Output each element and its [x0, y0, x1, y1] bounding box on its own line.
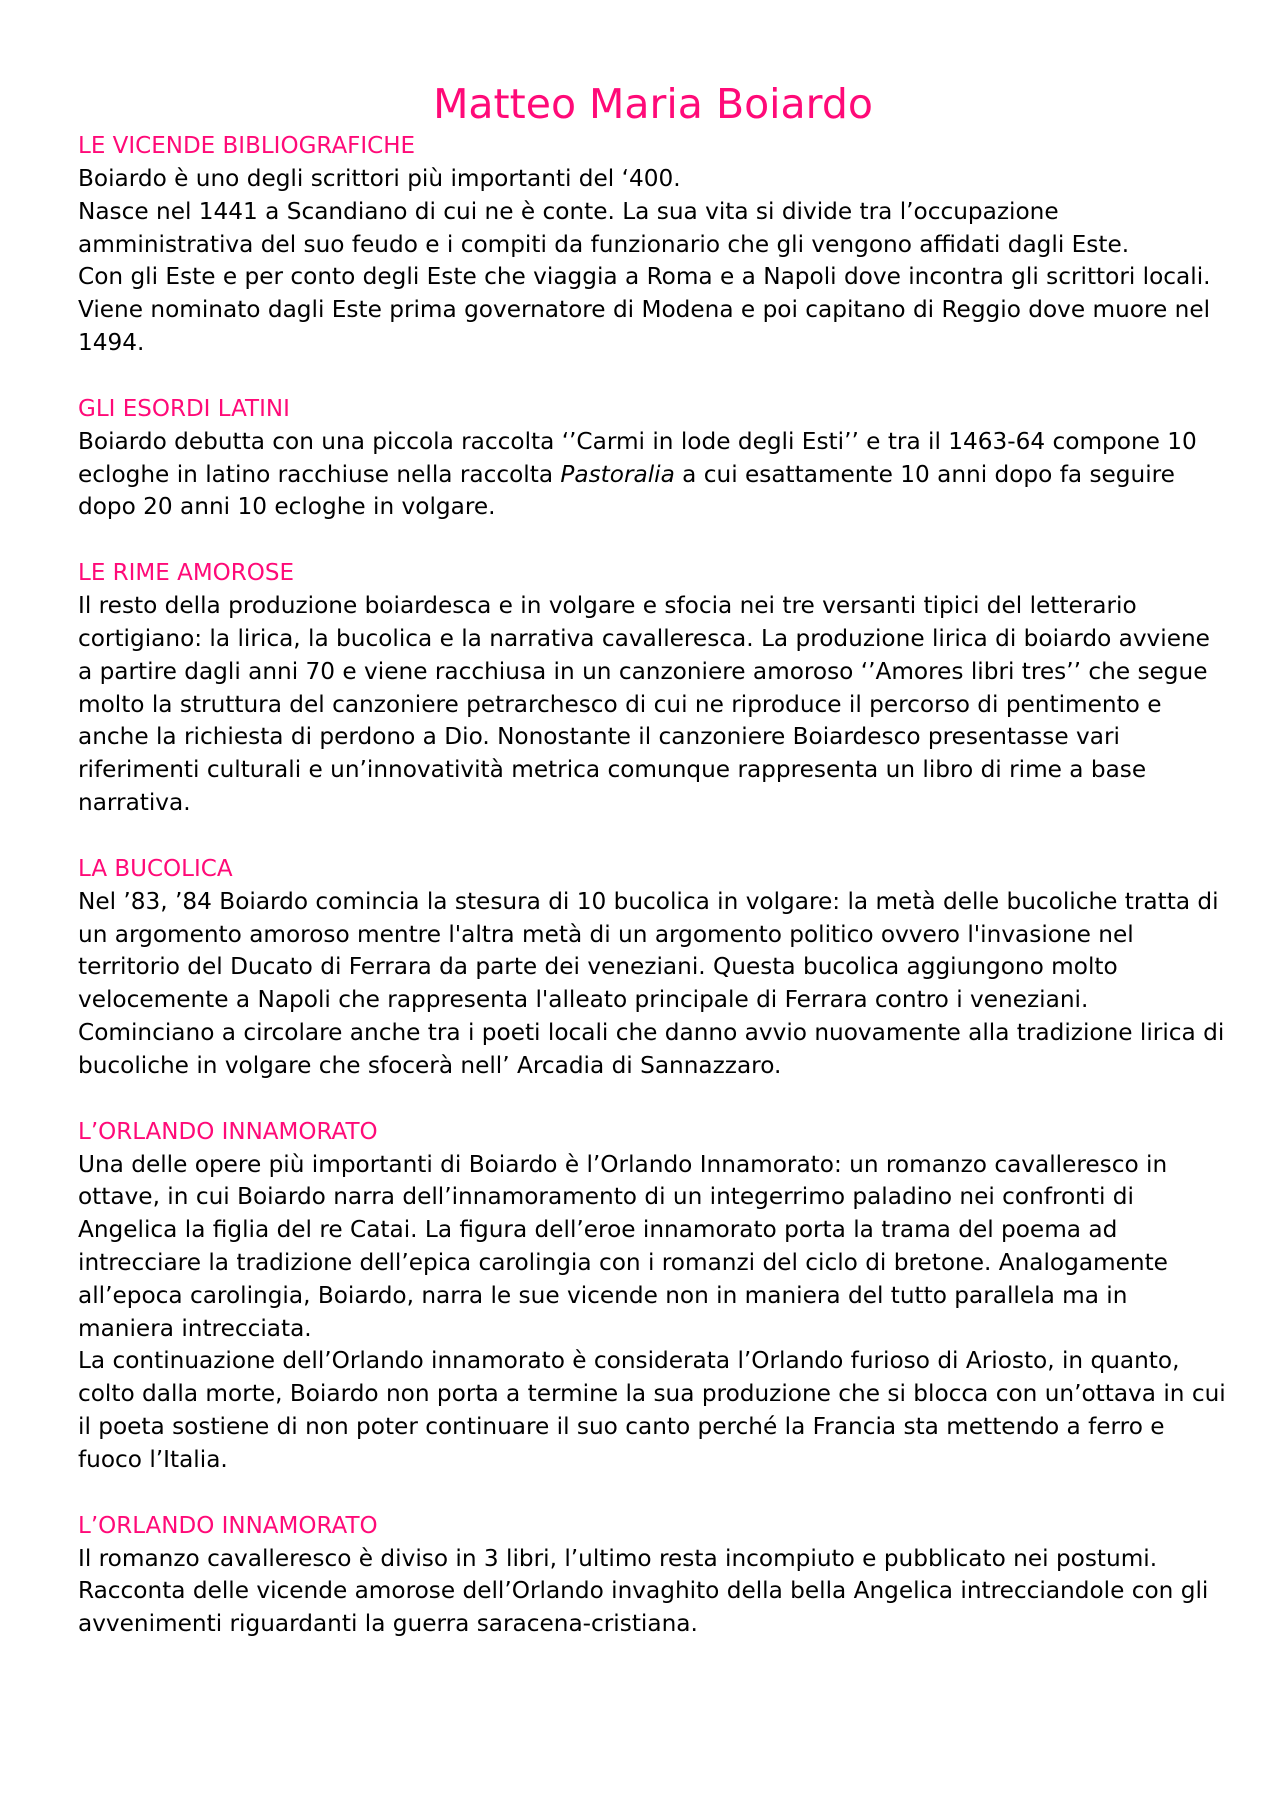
paragraph: Il resto della produzione boiardesca e in volgare e sfocia nei tre versanti tipici del letterario cortigiano: la lirica, la bucolica e la narrativa cavalleresca. La produzione lirica di boiardo avviene a partire dagli anni 70 e viene racchiusa in un canzoniere amoroso ‘’Amores libri tres’’ che segue molto la struttura del canzoniere petrarchesco di cui ne riproduce il percorso di pentimento e anche la richiesta di perdono a Dio. Nonostante il canzoniere Boiardesco presentasse vari riferimenti culturali e un’innovatività metrica comunque rappresenta un libro di rime a base narrativa. — [78, 592, 1210, 816]
work-title-italic: Pastoralia — [560, 460, 675, 488]
paragraph: La continuazione dell’Orlando innamorato è considerata l’Orlando furioso di Ariosto, in quanto, colto dalla morte, Boiardo non porta a termine la sua produzione che si blocca con un’ottava in cui il poeta sostiene di non poter continuare il suo canto perché la Francia sta mettendo a ferro e fuoco l’Italia. — [78, 1347, 1226, 1473]
paragraph: Boiardo è uno degli scrittori più importanti del ‘400. — [78, 165, 681, 192]
paragraph: Una delle opere più importanti di Boiardo è l’Orlando Innamorato: un romanzo cavalleresco in ottave, in cui Boiardo narra dell’innamoramento di un integerrimo paladino nei confronti di Angelica la figlia del re Catai. La figura dell’eroe innamorato porta la trama del poema ad intrecciare la tradizione dell’epica carolingia con i romanzi del ciclo di bretone. Analogamente all’epoca carolingia, Boiardo, narra le sue vicende non in maniera del tutto parallela ma in maniera intrecciata. — [78, 1150, 1168, 1342]
paragraph: Racconta delle vicende amorose dell’Orlando invaghito della bella Angelica intrecciandole con gli avvenimenti riguardanti la guerra saracena-cristiana. — [78, 1577, 1209, 1638]
section-orlando-innamorato — [78, 1116, 1228, 1477]
paragraph: Nel ’83, ’84 Boiardo comincia la stesura di 10 bucolica in volgare: la metà delle bucoliche tratta di un argomento amoroso mentre l'altra metà di un argomento politico ovvero l'invasione nel territorio del Ducato di Ferrara da parte dei veneziani. Questa bucolica aggiungono molto velocemente a Napoli che rappresenta l'alleato principale di Ferrara contro i veneziani. Cominciano a circolare anche tra i poeti locali che danno avvio nuovamente alla tradizione lirica di bucoliche in volgare che sfocerà nell’ Arcadia di Sannazzaro. — [78, 887, 1225, 1079]
page-title: Matteo Maria Boiardo — [433, 80, 873, 128]
section-esordi-latini — [78, 393, 1228, 524]
paragraph: Il romanzo cavalleresco è diviso in 3 libri, l’ultimo resta incompiuto e pubblicato nei postumi. — [78, 1544, 1158, 1572]
section-orlando-innamorato-2 — [78, 1510, 1228, 1641]
section-heading: LE RIME AMOROSE — [78, 560, 295, 587]
section-bucolica — [78, 853, 1228, 1083]
section-rime-amorose — [78, 557, 1228, 820]
section-heading: GLI ESORDI LATINI — [78, 395, 290, 422]
document-page — [78, 78, 1228, 1641]
paragraph — [78, 426, 1228, 524]
section-heading: L’ORLANDO INNAMORATO — [78, 1512, 378, 1539]
section-vicende — [78, 130, 1228, 360]
paragraph-text: a cui esattamente 10 anni dopo fa seguire dopo 20 anni 10 ecloghe in volgare. — [78, 460, 1175, 521]
section-heading: LA BUCOLICA — [78, 855, 233, 882]
section-heading: L’ORLANDO INNAMORATO — [78, 1118, 378, 1145]
paragraph: Con gli Este e per conto degli Este che viaggia a Roma e a Napoli dove incontra gli scrittori locali. Viene nominato dagli Este prima governatore di Modena e poi capitano di Reggio dove muore nel 1494. — [78, 263, 1211, 356]
section-heading: LE VICENDE BIBLIOGRAFICHE — [78, 133, 416, 159]
paragraph-text: Boiardo debutta con una piccola raccolta ‘’Carmi in lode degli Esti’’ e tra il 1463-64 compone 10 ecloghe in latino racchiuse nella raccolta — [78, 427, 1197, 488]
paragraph: Nasce nel 1441 a Scandiano di cui ne è conte. La sua vita si divide tra l’occupazione amministrativa del suo feudo e i compiti da funzionario che gli vengono affidati dagli Este. — [78, 197, 1130, 258]
